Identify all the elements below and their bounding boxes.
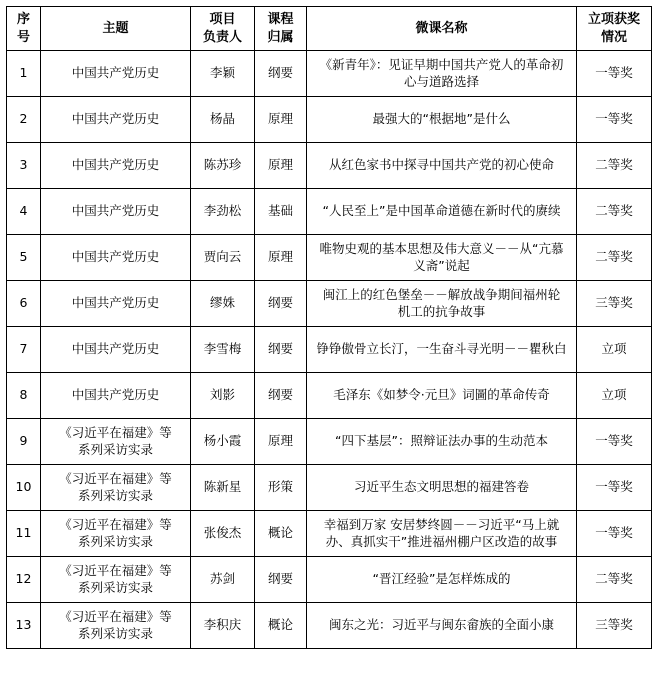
cell-award: 一等奖 <box>577 419 652 465</box>
cell-course-name <box>307 281 577 327</box>
cell-theme <box>41 189 191 235</box>
cell-person: 李劲松 <box>191 189 255 235</box>
table-row <box>7 51 652 97</box>
cell-theme <box>41 373 191 419</box>
cell-course-name-line: 办、真抓实干”推进福州棚户区改造的故事 <box>325 533 558 549</box>
cell-theme <box>41 603 191 649</box>
cell-category: 概论 <box>255 511 307 557</box>
cell-course-name <box>307 235 577 281</box>
table-row <box>7 235 652 281</box>
cell-category: 纲要 <box>255 281 307 327</box>
table-row <box>7 143 652 189</box>
cell-course-name <box>307 51 577 97</box>
cell-theme-line: 中国共产党历史 <box>71 111 160 127</box>
header-label-line: 归属 <box>267 29 294 45</box>
header-label-line: 课程 <box>267 12 294 27</box>
table-row <box>7 97 652 143</box>
cell-sequence: 5 <box>7 235 41 281</box>
column-header-person <box>191 7 255 51</box>
cell-person: 杨小霞 <box>191 419 255 465</box>
cell-theme <box>41 557 191 603</box>
cell-award: 一等奖 <box>577 51 652 97</box>
cell-sequence: 10 <box>7 465 41 511</box>
header-row <box>7 7 652 51</box>
cell-course-name <box>307 327 577 373</box>
column-header-theme <box>41 7 191 51</box>
header-label-line: 负责人 <box>202 29 242 45</box>
cell-course-name-line: 闽东之光：习近平与闽东畲族的全面小康 <box>328 617 554 633</box>
cell-person: 杨晶 <box>191 97 255 143</box>
cell-theme-line: 中国共产党历史 <box>71 65 160 81</box>
table-header <box>7 7 652 51</box>
cell-person: 苏剑 <box>191 557 255 603</box>
column-header-category <box>255 7 307 51</box>
table-body <box>7 51 652 649</box>
table-row <box>7 603 652 649</box>
cell-course-name-line: 铮铮傲骨立长汀，一生奋斗寻光明－－瞿秋白 <box>316 341 567 357</box>
cell-course-name-line: 从红色家书中探寻中国共产党的初心使命 <box>328 157 554 173</box>
cell-course-name-line: “四下基层”：照辩证法办事的生动范本 <box>335 433 548 449</box>
cell-course-name-line: 毛泽东《如梦令·元旦》词圖的革命传奇 <box>333 387 550 403</box>
cell-course-name <box>307 373 577 419</box>
cell-sequence: 6 <box>7 281 41 327</box>
cell-sequence: 11 <box>7 511 41 557</box>
cell-theme-line: 中国共产党历史 <box>71 249 160 265</box>
cell-person: 李雪梅 <box>191 327 255 373</box>
cell-category: 纲要 <box>255 327 307 373</box>
cell-category: 纲要 <box>255 51 307 97</box>
cell-course-name <box>307 419 577 465</box>
cell-category: 原理 <box>255 97 307 143</box>
column-header-sequence <box>7 7 41 51</box>
cell-course-name-line: 唯物史观的基本思想及伟大意义－－从“亢慕 <box>319 240 564 256</box>
column-header-course-name <box>307 7 577 51</box>
cell-course-name-line: 义斋”说起 <box>413 257 470 273</box>
cell-course-name-line: 最强大的“根据地”是什么 <box>372 111 511 127</box>
cell-theme-line: 系列采访实录 <box>77 533 153 549</box>
cell-theme <box>41 235 191 281</box>
column-header-award <box>577 7 652 51</box>
cell-theme-line: 系列采访实录 <box>77 579 153 595</box>
table-row <box>7 281 652 327</box>
cell-sequence: 1 <box>7 51 41 97</box>
cell-course-name-line: 《新青年》：见证早期中国共产党人的革命初 <box>319 56 564 72</box>
cell-theme-line: 中国共产党历史 <box>71 157 160 173</box>
cell-award: 立项 <box>577 327 652 373</box>
cell-sequence: 2 <box>7 97 41 143</box>
cell-theme-line: 系列采访实录 <box>77 441 153 457</box>
cell-category: 原理 <box>255 143 307 189</box>
cell-theme-line: 系列采访实录 <box>77 487 153 503</box>
cell-award: 二等奖 <box>577 235 652 281</box>
cell-theme-line: 中国共产党历史 <box>71 341 160 357</box>
cell-course-name <box>307 603 577 649</box>
table-row <box>7 373 652 419</box>
cell-theme-line: 《习近平在福建》等 <box>59 516 172 532</box>
cell-theme <box>41 465 191 511</box>
cell-award: 三等奖 <box>577 281 652 327</box>
cell-award: 一等奖 <box>577 511 652 557</box>
cell-category: 纲要 <box>255 373 307 419</box>
header-label-line: 主题 <box>102 20 129 36</box>
cell-course-name <box>307 557 577 603</box>
cell-course-name-line: 幸福到万家 安居梦终圆－－习近平“马上就 <box>323 516 560 532</box>
cell-award: 一等奖 <box>577 97 652 143</box>
cell-theme <box>41 419 191 465</box>
cell-theme <box>41 97 191 143</box>
header-label-line: 情况 <box>600 29 627 45</box>
cell-theme <box>41 281 191 327</box>
cell-theme <box>41 327 191 373</box>
course-award-table <box>6 6 652 649</box>
table-row <box>7 511 652 557</box>
cell-course-name-line: 习近平生态文明思想的福建答卷 <box>353 479 529 495</box>
table-row <box>7 419 652 465</box>
cell-course-name-line: 闽江上的红色堡垒－－解放战争期间福州轮 <box>322 286 561 302</box>
cell-person: 刘影 <box>191 373 255 419</box>
cell-course-name-line: “晋江经验”是怎样炼成的 <box>372 571 511 587</box>
cell-course-name-line: 机工的抗争故事 <box>397 303 486 319</box>
cell-category: 原理 <box>255 235 307 281</box>
cell-person: 李颖 <box>191 51 255 97</box>
cell-sequence: 8 <box>7 373 41 419</box>
cell-category: 概论 <box>255 603 307 649</box>
table-row <box>7 465 652 511</box>
cell-award: 立项 <box>577 373 652 419</box>
cell-category: 原理 <box>255 419 307 465</box>
cell-theme <box>41 511 191 557</box>
cell-theme-line: 《习近平在福建》等 <box>59 470 172 486</box>
header-label-line: 号 <box>16 29 30 45</box>
cell-award: 三等奖 <box>577 603 652 649</box>
cell-category: 基础 <box>255 189 307 235</box>
cell-course-name <box>307 189 577 235</box>
table-row <box>7 327 652 373</box>
cell-award: 二等奖 <box>577 557 652 603</box>
cell-theme-line: 《习近平在福建》等 <box>59 608 172 624</box>
cell-theme <box>41 51 191 97</box>
header-label-line: 序 <box>16 12 30 27</box>
header-label-line: 立项获奖 <box>587 12 640 27</box>
cell-theme-line: 《习近平在福建》等 <box>59 562 172 578</box>
cell-course-name <box>307 511 577 557</box>
cell-category: 纲要 <box>255 557 307 603</box>
cell-sequence: 3 <box>7 143 41 189</box>
cell-person: 贾向云 <box>191 235 255 281</box>
table-row <box>7 557 652 603</box>
cell-award: 二等奖 <box>577 143 652 189</box>
cell-award: 二等奖 <box>577 189 652 235</box>
cell-person: 陈新星 <box>191 465 255 511</box>
cell-course-name-line: “人民至上”是中国革命道德在新时代的赓续 <box>322 203 561 219</box>
cell-theme-line: 中国共产党历史 <box>71 295 160 311</box>
cell-sequence: 12 <box>7 557 41 603</box>
cell-theme-line: 系列采访实录 <box>77 625 153 641</box>
cell-course-name <box>307 143 577 189</box>
table-row <box>7 189 652 235</box>
cell-course-name <box>307 465 577 511</box>
cell-theme-line: 中国共产党历史 <box>71 387 160 403</box>
cell-course-name <box>307 97 577 143</box>
header-label-line: 项目 <box>209 12 236 27</box>
cell-person: 张俊杰 <box>191 511 255 557</box>
cell-sequence: 13 <box>7 603 41 649</box>
header-label-line: 微课名称 <box>415 20 468 36</box>
cell-award: 一等奖 <box>577 465 652 511</box>
cell-person: 陈苏珍 <box>191 143 255 189</box>
cell-category: 形策 <box>255 465 307 511</box>
cell-theme <box>41 143 191 189</box>
cell-sequence: 4 <box>7 189 41 235</box>
cell-theme-line: 《习近平在福建》等 <box>59 424 172 440</box>
cell-course-name-line: 心与道路选择 <box>403 73 479 89</box>
cell-person: 李积庆 <box>191 603 255 649</box>
cell-sequence: 7 <box>7 327 41 373</box>
cell-sequence: 9 <box>7 419 41 465</box>
cell-theme-line: 中国共产党历史 <box>71 203 160 219</box>
cell-person: 缪姝 <box>191 281 255 327</box>
